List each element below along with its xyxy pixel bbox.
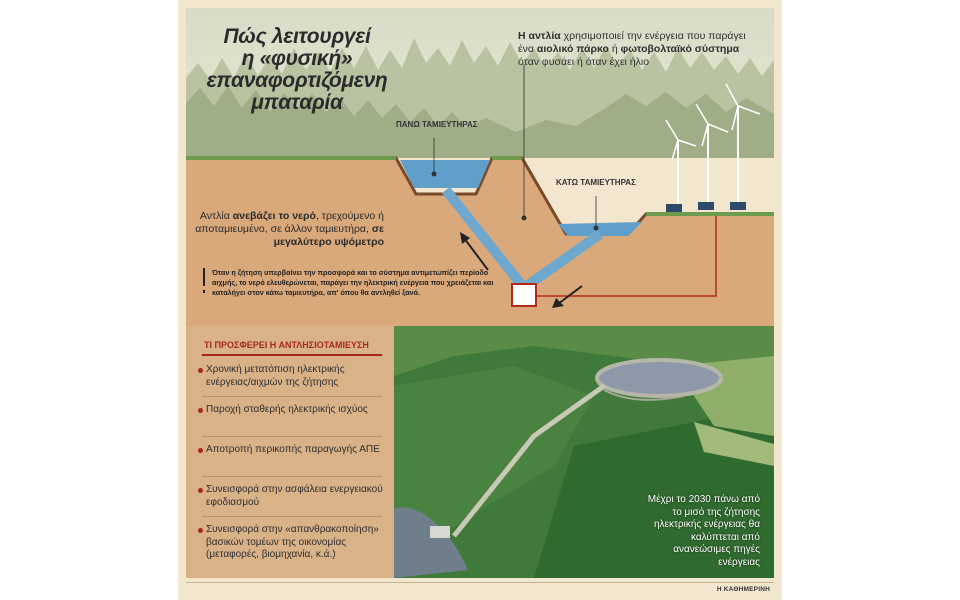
upper-reservoir — [400, 160, 490, 188]
divider — [202, 436, 382, 437]
upper-reservoir-label: ΠΑΝΩ ΤΑΜΙΕΥΤΗΡΑΣ — [396, 120, 478, 129]
divider — [202, 354, 382, 356]
benefits-heading: ΤΙ ΠΡΟΣΦΕΡΕΙ Η ΑΝΤΛΗΣΙΟΤΑΜΙΕΥΣΗ — [204, 340, 369, 350]
divider — [202, 396, 382, 397]
infographic-title: Πώς λειτουργεί η «φυσική» επαναφορτιζόμενη μπαταρία — [206, 25, 388, 114]
divider — [202, 476, 382, 477]
generation-note: Όταν η ζήτηση υπερβαίνει την προσφορά και το σύστημα αντιμετωπίζει περίοδο αιχμής, το νερό ελευθερώνεται, παράγει την ηλεκτρική ενέργεια που χρειάζεται και καταλήγει στον κάτω ταμιευτήρα, απ' όπου θα αντληθεί ξανά. — [212, 268, 494, 297]
bullet-icon — [198, 408, 203, 413]
bullet-icon — [198, 488, 203, 493]
pump-note: Αντλία ανεβάζει το νερό, τρεχούμενο ή αποταμιευμένο, σε άλλον ταμιευτήρα, σε μεγαλύτερο υψόμετρο — [195, 210, 384, 248]
list-item: Συνεισφορά στην ασφάλεια ενεργειακού εφοδιασμού — [206, 484, 386, 509]
list-item: Αποτροπή περικοπής παραγωγής ΑΠΕ — [206, 444, 386, 457]
infographic — [178, 0, 782, 600]
photo-caption: Μέχρι το 2030 πάνω από το μισό της ζήτησης ηλεκτρικής ενέργειας θα καλύπτεται από ανανεώσιμες πηγές ενέργειας — [647, 494, 760, 568]
list-item: Παροχή σταθερής ηλεκτρικής ισχύος — [206, 404, 386, 417]
bullet-icon — [198, 448, 203, 453]
exclamation-icon — [202, 268, 206, 296]
divider — [202, 516, 382, 517]
bullet-icon — [198, 528, 203, 533]
lower-reservoir-label: ΚΑΤΩ ΤΑΜΙΕΥΤΗΡΑΣ — [556, 178, 636, 187]
pump-station — [512, 284, 536, 306]
footer-divider — [186, 582, 774, 583]
upper-reservoir-photo — [597, 360, 721, 396]
energy-source-note: Η αντλία χρησιμοποιεί την ενέργεια που παράγει ένα αιολικό πάρκο ή φωτοβολταϊκό σύστημα όταν φυσάει ή όταν έχει ήλιο — [518, 30, 746, 68]
list-item: Συνεισφορά στην «απανθρακοποίηση» βασικών τομέων της οικονομίας (μεταφορές, βιομηχανία, κ.ά.) — [206, 524, 386, 562]
bullet-icon — [198, 368, 203, 373]
benefits-panel — [186, 326, 394, 578]
lower-reservoir — [558, 222, 642, 236]
list-item: Χρονική μετατόπιση ηλεκτρικής ενέργειας/αιχμών της ζήτησης — [206, 364, 386, 389]
source-credit: Η ΚΑΘΗΜΕΡΙΝΗ — [716, 586, 770, 593]
